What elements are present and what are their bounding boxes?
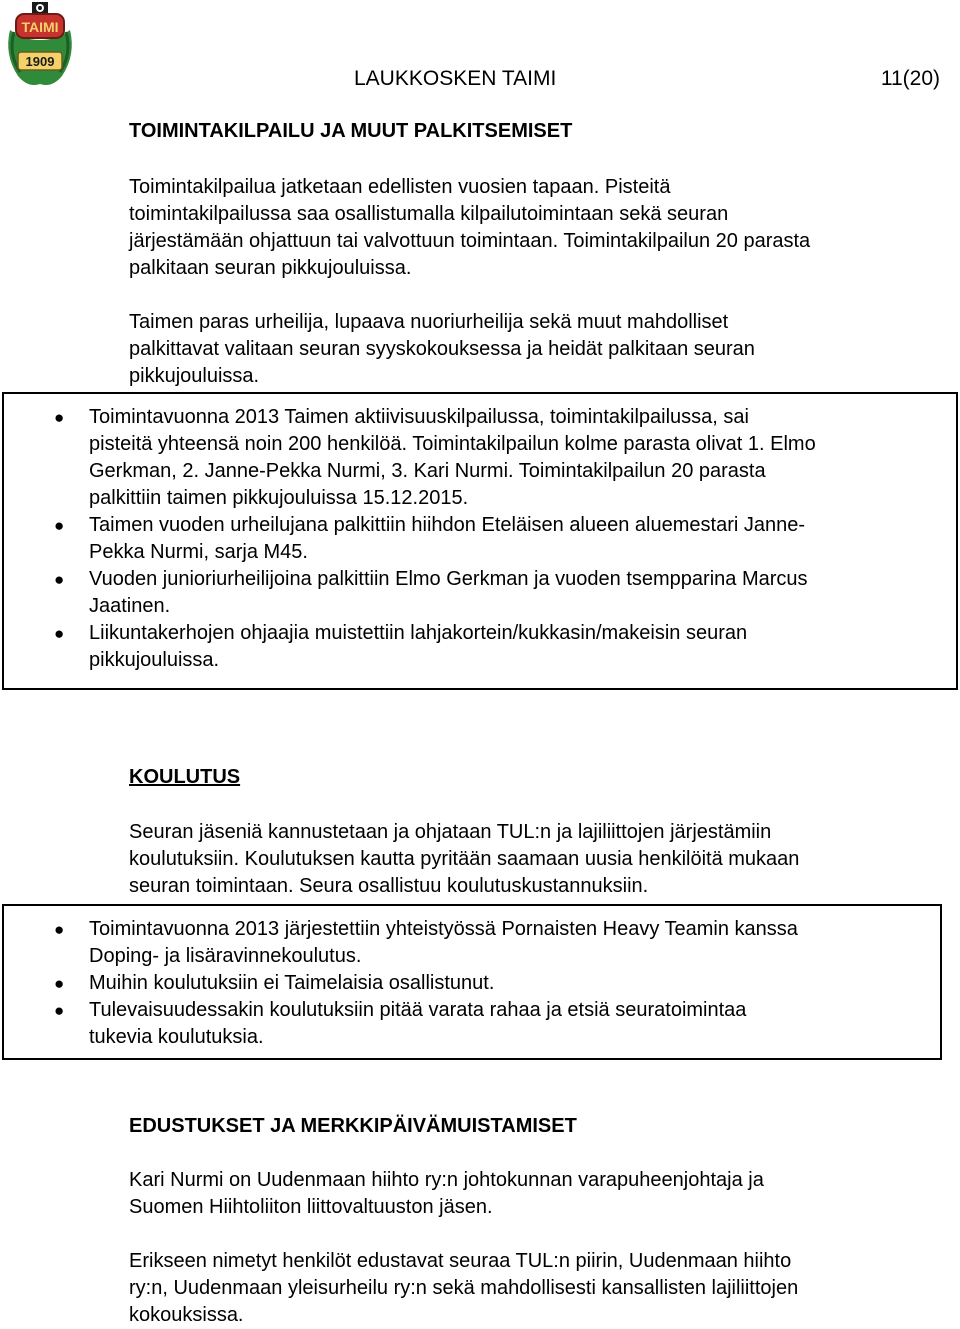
section3-paragraph-1: Kari Nurmi on Uudenmaan hiihto ry:n johtokunnan varapuheenjohtaja ja Suomen Hiihtoliiton liittovaltuuston jäsen. bbox=[129, 1169, 764, 1218]
section1-bullet-box bbox=[2, 392, 958, 690]
section2-bullet-list bbox=[4, 916, 940, 1051]
svg-text:TAIMI: TAIMI bbox=[21, 19, 59, 35]
bullet-icon: ● bbox=[54, 624, 65, 643]
bullet-icon: ● bbox=[54, 516, 65, 535]
section3-paragraph-2: Erikseen nimetyt henkilöt edustavat seuraa TUL:n piirin, Uudenmaan hiihto ry:n, Uudenmaan yleisurheilu ry:n sekä mahdollisesti kansallisten lajiliittojen kokouksissa. bbox=[129, 1250, 799, 1326]
section2-paragraph: Seuran jäseniä kannustetaan ja ohjataan TUL:n ja lajiliittojen järjestämiin koulutuksiin. Koulutuksen kautta pyritään saamaan uusia henkilöitä mukaan seuran toimintaan. Seura osallistuu koulutuskustannuksiin. bbox=[129, 821, 800, 897]
page-number: 11(20) bbox=[880, 67, 940, 90]
section1-heading: TOIMINTAKILPAILU JA MUUT PALKITSEMISET bbox=[129, 120, 573, 142]
bullet-icon: ● bbox=[54, 974, 65, 993]
list-item: ● Tulevaisuudessakin koulutuksiin pitää varata rahaa ja etsiä seuratoimintaa tukevia koulutuksia. bbox=[54, 999, 747, 1048]
bullet-icon: ● bbox=[54, 570, 65, 589]
list-item: ● Toimintavuonna 2013 Taimen aktiivisuuskilpailussa, toimintakilpailussa, sai pisteitä yhteensä noin 200 henkilöä. Toimintakilpailun kolme parasta olivat 1. Elmo Gerkman, 2. Janne-Pekka Nurmi, 3. Kari Nurmi. Toimintakilpailun 20 parasta palkittiin taimen pikkujouluissa 15.12.2015. bbox=[54, 406, 816, 509]
list-item: ● Toimintavuonna 2013 järjestettiin yhteistyössä Pornaisten Heavy Teamin kanssa Doping- ja lisäravinnekoulutus. bbox=[54, 918, 798, 967]
bullet-icon: ● bbox=[54, 408, 65, 427]
bullet-icon: ● bbox=[54, 1001, 65, 1020]
list-item: ● Taimen vuoden urheilujana palkittiin hiihdon Eteläisen alueen aluemestari Janne- Pekka Nurmi, sarja M45. bbox=[54, 514, 806, 563]
section2-heading: KOULUTUS bbox=[129, 766, 241, 788]
section1-paragraph-2: Taimen paras urheilija, lupaava nuoriurheilija sekä muut mahdolliset palkittavat valitaan seuran syyskokouksessa ja heidät palkitaan seuran pikkujouluissa. bbox=[129, 311, 755, 387]
club-logo bbox=[2, 0, 78, 90]
list-item: ● Vuoden junioriurheilijoina palkittiin Elmo Gerkman ja vuoden tsempparina Marcus Jaatinen. bbox=[54, 568, 808, 617]
section3-heading: EDUSTUKSET JA MERKKIPÄIVÄMUISTAMISET bbox=[129, 1115, 577, 1137]
document-title: LAUKKOSKEN TAIMI bbox=[354, 67, 557, 90]
bullet-icon: ● bbox=[54, 920, 65, 939]
list-item: ● Muihin koulutuksiin ei Taimelaisia osallistunut. bbox=[4, 970, 940, 997]
section1-paragraph-1: Toimintakilpailua jatketaan edellisten vuosien tapaan. Pisteitä toimintakilpailussa saa osallistumalla kilpailutoimintaan sekä seuran järjestämään ohjattuun tai valvottuun toimintaan. Toimintakilpailun 20 parasta palkitaan seuran pikkujouluissa. bbox=[129, 176, 811, 279]
list-item: ● Liikuntakerhojen ohjaajia muistettiin lahjakortein/kukkasin/makeisin seuran pikkujouluissa. bbox=[54, 622, 748, 671]
svg-text:1909: 1909 bbox=[25, 54, 55, 69]
section2-bullet-box bbox=[2, 904, 942, 1060]
section1-bullet-list bbox=[4, 404, 956, 674]
